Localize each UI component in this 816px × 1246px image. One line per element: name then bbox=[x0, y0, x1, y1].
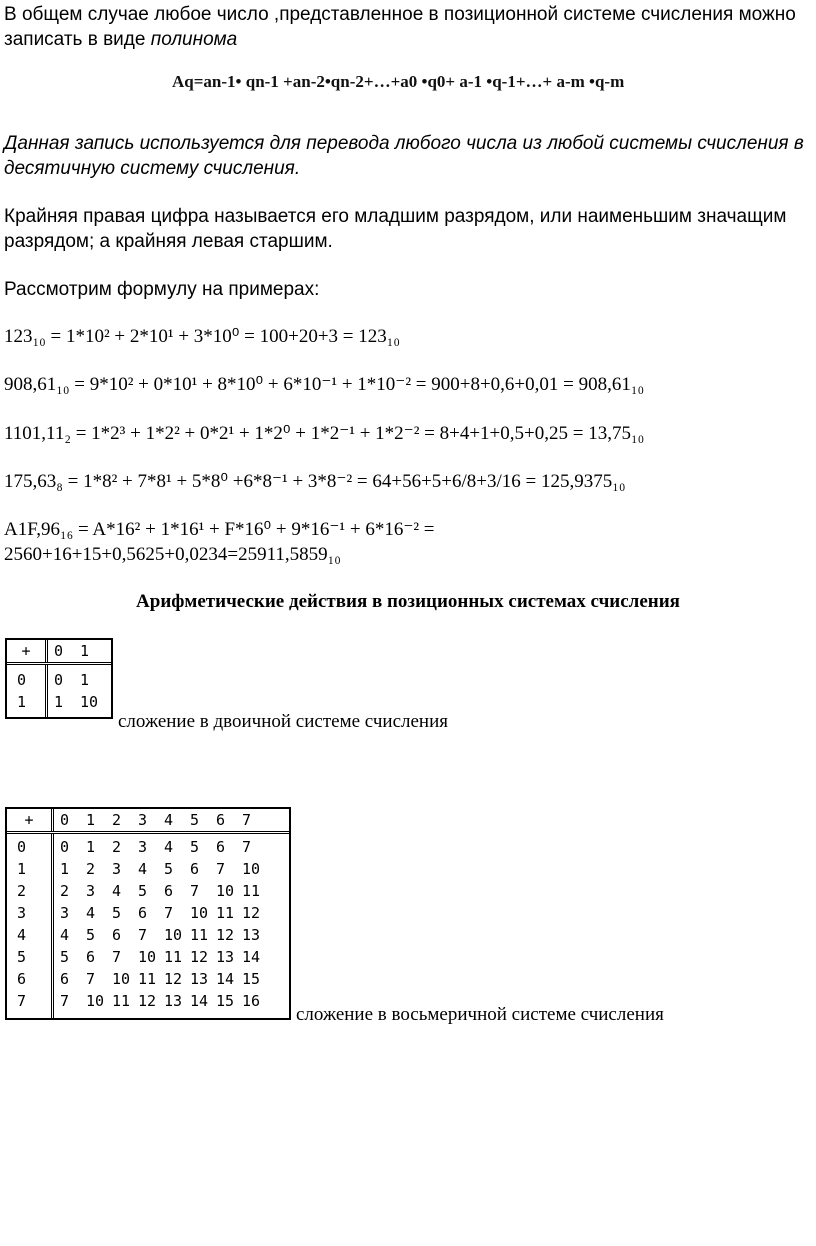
binary-table-caption: сложение в двоичной системе счисления bbox=[118, 711, 448, 732]
oct-cell: 6 bbox=[86, 948, 96, 966]
oct-header-cell: 7 bbox=[242, 811, 252, 829]
table-row bbox=[60, 946, 268, 968]
table-row bbox=[60, 968, 268, 990]
oct-cell: 10 bbox=[242, 860, 261, 878]
oct-cell: 11 bbox=[216, 904, 235, 922]
oct-cell: 2 bbox=[86, 860, 96, 878]
oct-cell: 5 bbox=[86, 926, 96, 944]
oct-header-cell: 0 bbox=[60, 811, 70, 829]
oct-header-cell: 6 bbox=[216, 811, 226, 829]
example-4: 175,63₈ = 1*8² + 7*8¹ + 5*8⁰ +6*8⁻¹ + 3*8⁻² = 64+56+5+6/8+3/16 = 125,9375₁₀ bbox=[4, 471, 626, 492]
oct-header-cell: 5 bbox=[190, 811, 200, 829]
oct-cell: 14 bbox=[190, 992, 209, 1010]
example-1: 123₁₀ = 1*10² + 2*10¹ + 3*10⁰ = 100+20+3 = 123₁₀ bbox=[4, 326, 401, 347]
oct-header-cell: 3 bbox=[138, 811, 148, 829]
oct-cell: 2 bbox=[60, 882, 70, 900]
oct-cell: 14 bbox=[242, 948, 261, 966]
oct-cell: 2 bbox=[112, 838, 122, 856]
table-row bbox=[60, 880, 268, 902]
oct-cell: 13 bbox=[164, 992, 183, 1010]
oct-cell: 12 bbox=[216, 926, 235, 944]
oct-cell: 12 bbox=[190, 948, 209, 966]
oct-cell: 12 bbox=[242, 904, 261, 922]
oct-cell: 13 bbox=[216, 948, 235, 966]
oct-header-cell: 1 bbox=[86, 811, 96, 829]
oct-cell: 10 bbox=[190, 904, 209, 922]
bin-row-label: 0 bbox=[17, 671, 27, 689]
octal-table-cells bbox=[54, 834, 268, 1018]
example-5-line-1: A1F,96₁₆ = A*16² + 1*16¹ + F*16⁰ + 9*16⁻¹ + 6*16⁻² = bbox=[4, 519, 435, 540]
oct-cell: 10 bbox=[216, 882, 235, 900]
oct-cell: 3 bbox=[112, 860, 122, 878]
italic-note-line-1: Данная запись используется для перевода любого числа из любой системы счисления в bbox=[4, 133, 804, 154]
oct-cell: 5 bbox=[60, 948, 70, 966]
bin-cell: 10 bbox=[80, 693, 99, 711]
oct-header-cell: 4 bbox=[164, 811, 174, 829]
bin-cell: 0 bbox=[54, 671, 64, 689]
oct-cell: 0 bbox=[60, 838, 70, 856]
example-3: 1101,11₂ = 1*2³ + 1*2² + 0*2¹ + 1*2⁰ + 1*2⁻¹ + 1*2⁻² = 8+4+1+0,5+0,25 = 13,75₁₀ bbox=[4, 423, 645, 444]
bin-header-cell: 0 bbox=[54, 642, 64, 660]
oct-cell: 11 bbox=[164, 948, 183, 966]
octal-table-corner: + bbox=[7, 809, 54, 831]
oct-cell: 15 bbox=[216, 992, 235, 1010]
oct-cell: 1 bbox=[86, 838, 96, 856]
oct-cell: 12 bbox=[138, 992, 157, 1010]
binary-table-corner: + bbox=[7, 640, 48, 662]
binary-table-row-labels bbox=[7, 665, 48, 717]
oct-cell: 13 bbox=[190, 970, 209, 988]
oct-cell: 14 bbox=[216, 970, 235, 988]
table-row bbox=[54, 669, 106, 691]
intro-line-2-prefix: записать в виде bbox=[4, 29, 151, 50]
oct-cell: 10 bbox=[112, 970, 131, 988]
example-5-line-2: 2560+16+15+0,5625+0,0234=25911,5859₁₀ bbox=[4, 544, 341, 565]
table-row bbox=[60, 858, 268, 880]
oct-cell: 4 bbox=[60, 926, 70, 944]
oct-cell: 11 bbox=[112, 992, 131, 1010]
oct-cell: 3 bbox=[60, 904, 70, 922]
section-heading: Арифметические действия в позиционных системах счисления bbox=[136, 591, 680, 612]
oct-row-label: 5 bbox=[17, 948, 27, 966]
examples-intro: Рассмотрим формулу на примерах: bbox=[4, 279, 320, 300]
oct-cell: 4 bbox=[112, 882, 122, 900]
oct-row-label: 0 bbox=[17, 838, 27, 856]
oct-cell: 6 bbox=[190, 860, 200, 878]
oct-cell: 11 bbox=[190, 926, 209, 944]
table-row bbox=[60, 902, 268, 924]
oct-cell: 10 bbox=[164, 926, 183, 944]
bin-row-label: 1 bbox=[17, 693, 27, 711]
oct-cell: 7 bbox=[60, 992, 70, 1010]
oct-cell: 7 bbox=[164, 904, 174, 922]
oct-cell: 16 bbox=[242, 992, 261, 1010]
oct-cell: 4 bbox=[138, 860, 148, 878]
oct-cell: 7 bbox=[216, 860, 226, 878]
polynomial-formula: Aq=an-1• qn-1 +an-2•qn-2+…+a0 •q0+ a-1 •q-1+…+ a-m •q-m bbox=[172, 72, 625, 91]
oct-cell: 10 bbox=[86, 992, 105, 1010]
oct-cell: 5 bbox=[138, 882, 148, 900]
oct-cell: 7 bbox=[86, 970, 96, 988]
oct-cell: 6 bbox=[164, 882, 174, 900]
example-2: 908,61₁₀ = 9*10² + 0*10¹ + 8*10⁰ + 6*10⁻¹ + 1*10⁻² = 900+8+0,6+0,01 = 908,61₁₀ bbox=[4, 374, 645, 395]
oct-cell: 3 bbox=[86, 882, 96, 900]
oct-cell: 5 bbox=[190, 838, 200, 856]
octal-table-row-labels bbox=[7, 834, 54, 1018]
table-row bbox=[60, 990, 268, 1012]
oct-row-label: 2 bbox=[17, 882, 27, 900]
oct-row-label: 6 bbox=[17, 970, 27, 988]
binary-table-header bbox=[48, 640, 106, 662]
oct-cell: 5 bbox=[164, 860, 174, 878]
italic-note-line-2: десятичную систему счисления. bbox=[4, 158, 301, 179]
oct-cell: 4 bbox=[164, 838, 174, 856]
octal-addition-table bbox=[5, 807, 291, 1020]
oct-header-cell: 2 bbox=[112, 811, 122, 829]
oct-cell: 7 bbox=[138, 926, 148, 944]
oct-cell: 7 bbox=[112, 948, 122, 966]
octal-table-header bbox=[54, 809, 268, 831]
octal-table-caption: сложение в восьмеричной системе счисления bbox=[296, 1004, 664, 1025]
intro-line-1: В общем случае любое число ,представленное в позиционной системе счисления можно bbox=[4, 4, 796, 25]
oct-cell: 6 bbox=[216, 838, 226, 856]
bin-header-cell: 1 bbox=[80, 642, 90, 660]
oct-row-label: 7 bbox=[17, 992, 27, 1010]
oct-cell: 7 bbox=[190, 882, 200, 900]
oct-row-label: 1 bbox=[17, 860, 27, 878]
oct-cell: 13 bbox=[242, 926, 261, 944]
oct-cell: 5 bbox=[112, 904, 122, 922]
oct-cell: 6 bbox=[112, 926, 122, 944]
oct-cell: 11 bbox=[138, 970, 157, 988]
oct-cell: 6 bbox=[138, 904, 148, 922]
oct-cell: 15 bbox=[242, 970, 261, 988]
table-row bbox=[60, 836, 268, 858]
oct-cell: 1 bbox=[60, 860, 70, 878]
intro-line-2 bbox=[4, 27, 237, 52]
oct-cell: 7 bbox=[242, 838, 252, 856]
oct-cell: 10 bbox=[138, 948, 157, 966]
bin-cell: 1 bbox=[80, 671, 90, 689]
oct-row-label: 4 bbox=[17, 926, 27, 944]
oct-cell: 3 bbox=[138, 838, 148, 856]
binary-table-cells bbox=[48, 665, 106, 717]
digits-text-line-2: разрядом; а крайняя левая старшим. bbox=[4, 231, 333, 252]
oct-cell: 6 bbox=[60, 970, 70, 988]
bin-cell: 1 bbox=[54, 693, 64, 711]
oct-cell: 11 bbox=[242, 882, 261, 900]
binary-addition-table bbox=[5, 638, 113, 719]
table-row bbox=[60, 924, 268, 946]
oct-row-label: 3 bbox=[17, 904, 27, 922]
table-row bbox=[54, 691, 106, 713]
oct-cell: 12 bbox=[164, 970, 183, 988]
polynomial-term: полинома bbox=[150, 29, 238, 50]
oct-cell: 4 bbox=[86, 904, 96, 922]
digits-text-line-1: Крайняя правая цифра называется его младшим разрядом, или наименьшим значащим bbox=[4, 206, 787, 227]
